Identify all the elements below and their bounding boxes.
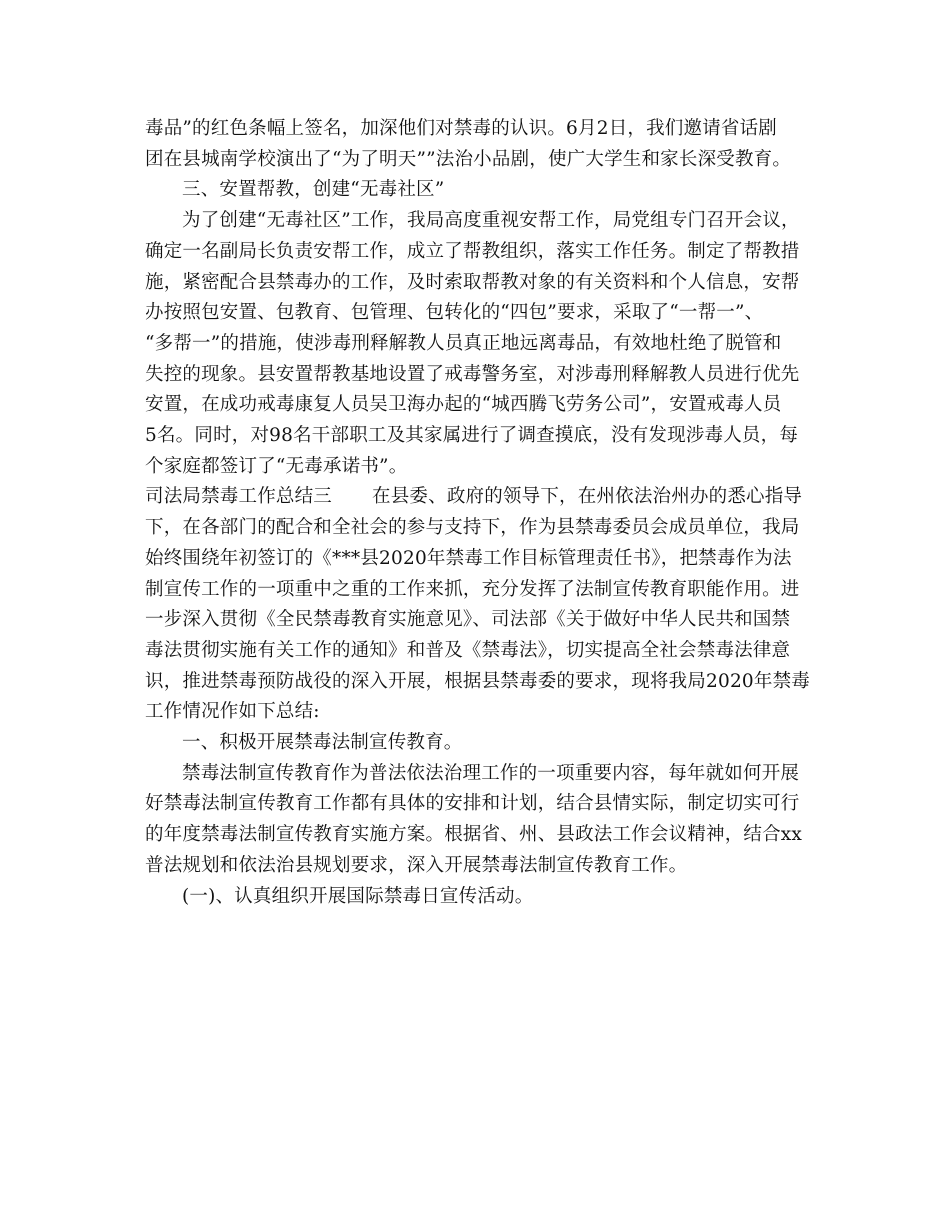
text-line: 办按照包安置、包教育、包管理、包转化的“四包”要求，采取了“一帮一”、 xyxy=(145,302,764,324)
text-line: 个家庭都签订了“无毒承诺书”。 xyxy=(145,455,408,477)
section-heading-line xyxy=(145,482,810,513)
text-line: 为了创建“无毒社区”工作，我局高度重视安帮工作，局党组专门召开会议， xyxy=(182,210,800,232)
text-line: 施，紧密配合县禁毒办的工作，及时索取帮教对象的有关资料和个人信息，安帮 xyxy=(145,271,800,293)
text-line: 下，在各部门的配合和全社会的参与支持下，作为县禁毒委员会成员单位，我局 xyxy=(145,517,800,539)
text-line: 工作情况作如下总结: xyxy=(145,701,320,723)
text-line: 5名。同时，对98名干部职工及其家属进行了调查摸底，没有发现涉毒人员，每 xyxy=(145,425,799,447)
paragraph-block-2 xyxy=(145,513,810,912)
text-line: 识，推进禁毒预防战役的深入开展，根据县禁毒委的要求，现将我局2020年禁毒 xyxy=(145,670,810,692)
text-line: 安置，在成功戒毒康复人员吴卫海办起的“城西腾飞劳务公司”，安置戒毒人员 xyxy=(145,394,782,416)
paragraph-block-1 xyxy=(145,114,810,482)
text-line: 一、积极开展禁毒法制宣传教育。 xyxy=(182,732,463,754)
text-line: 普法规划和依法治县规划要求，深入开展禁毒法制宣传教育工作。 xyxy=(145,854,688,876)
section-first-line: 在县委、政府的领导下，在州依法治州办的悉心指导 xyxy=(372,486,803,508)
text-line: 毒法贯彻实施有关工作的通知》和普及《禁毒法》，切实提高全社会禁毒法律意 xyxy=(145,639,791,661)
text-line: 的年度禁毒法制宣传教育实施方案。根据省、州、县政法工作会议精神，结合xx xyxy=(145,824,803,846)
text-line: 确定一名副局长负责安帮工作，成立了帮教组织，落实工作任务。制定了帮教措 xyxy=(145,240,800,262)
text-line: 毒品”的红色条幅上签名，加深他们对禁毒的认识。6月2日，我们邀请省话剧 xyxy=(145,118,778,139)
text-line: 失控的现象。县安置帮教基地设置了戒毒警务室，对涉毒刑释解教人员进行优先 xyxy=(145,363,800,385)
text-line: 好禁毒法制宣传教育工作都有具体的安排和计划，结合县情实际，制定切实可行 xyxy=(145,793,800,815)
text-line: “多帮一”的措施，使涉毒刑释解教人员真正地远离毒品，有效地杜绝了脱管和 xyxy=(145,332,782,354)
text-line: 团在县城南学校演出了“为了明天””法治小品剧，使广大学生和家长深受教育。 xyxy=(145,148,792,170)
text-line: 始终围绕年初签订的《***县2020年禁毒工作目标管理责任书》，把禁毒作为法 xyxy=(145,547,792,569)
text-line: 三、安置帮教，创建“无毒社区” xyxy=(182,179,445,201)
text-line: 一步深入贯彻《全民禁毒教育实施意见》、司法部《关于做好中华人民共和国禁 xyxy=(145,609,791,631)
text-line: 禁毒法制宣传教育作为普法依法治理工作的一项重要内容，每年就如何开展 xyxy=(182,762,800,784)
text-line: (一)、认真组织开展国际禁毒日宣传活动。 xyxy=(182,885,534,907)
document-body xyxy=(145,114,810,912)
section-title: 司法局禁毒工作总结三 xyxy=(145,486,333,508)
text-line: 制宣传工作的一项重中之重的工作来抓，充分发挥了法制宣传教育职能作用。进 xyxy=(145,578,800,600)
